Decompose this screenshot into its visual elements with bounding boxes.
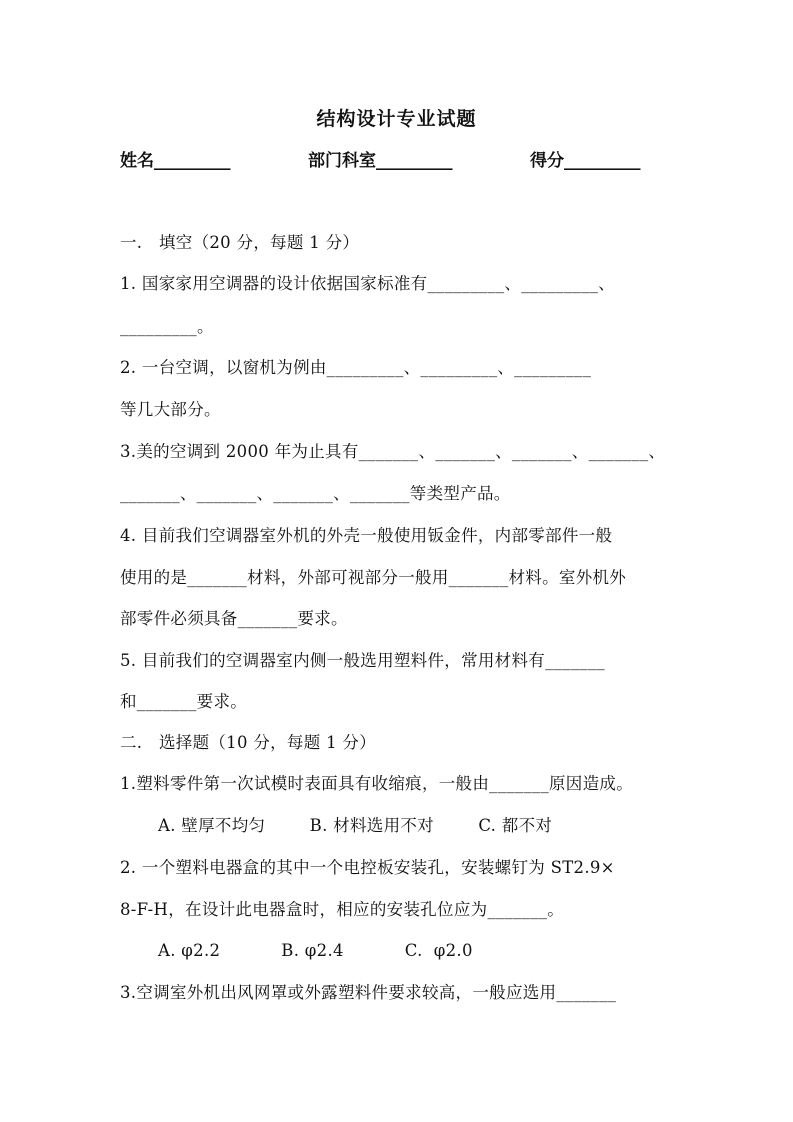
name-field: 姓名_________ [120,151,231,171]
answer-options: A. φ2.2 B. φ2.4 C. φ2.0 [158,941,473,960]
question-text: 和_______要求。 [120,692,248,711]
question-text: 3.美的空调到 2000 年为止具有_______、_______、_______、_______、 [120,442,666,461]
question-text: 5. 目前我们的空调器室内侧一般选用塑料件，常用材料有_______ [120,651,605,670]
question-text: 2. 一个塑料电器盒的其中一个电控板安装孔，安装螺钉为 ST2.9× [120,858,615,877]
question-text: _________。 [120,317,214,336]
department-field: 部门科室_________ [308,151,453,171]
question-text: 1.塑料零件第一次试模时表面具有收缩痕，一般由_______原因造成。 [120,774,633,793]
question-text: 等几大部分。 [120,400,221,419]
header-fields [0,146,793,174]
question-text: 使用的是_______材料，外部可视部分一般用_______材料。室外机外 [120,568,627,587]
question-text: 4. 目前我们空调器室外机的外壳一般使用钣金件，内部零部件一般 [120,526,613,545]
score-field: 得分_________ [530,151,641,171]
question-text: _______、_______、_______、_______等类型产品。 [120,484,511,503]
question-text: 8-F-H，在设计此电器盒时，相应的安装孔位应为_______。 [120,900,565,919]
question-text: 部零件必须具备_______要求。 [120,609,348,628]
section-heading-choice: 二. 选择题（10 分，每题 1 分） [120,733,377,752]
section-heading-fill-blank: 一. 填空（20 分，每题 1 分） [120,233,360,252]
question-text: 2. 一台空调，以窗机为例由_________、_________、_________ [120,358,592,377]
question-text: 1. 国家家用空调器的设计依据国家标准有_________、_________、 [120,274,615,293]
answer-options: A. 壁厚不均匀 B. 材料选用不对 C. 都不对 [158,816,553,835]
exam-title: 结构设计专业试题 [316,108,477,130]
question-text: 3.空调室外机出风网罩或外露塑料件要求较高，一般应选用_______ [120,983,617,1002]
